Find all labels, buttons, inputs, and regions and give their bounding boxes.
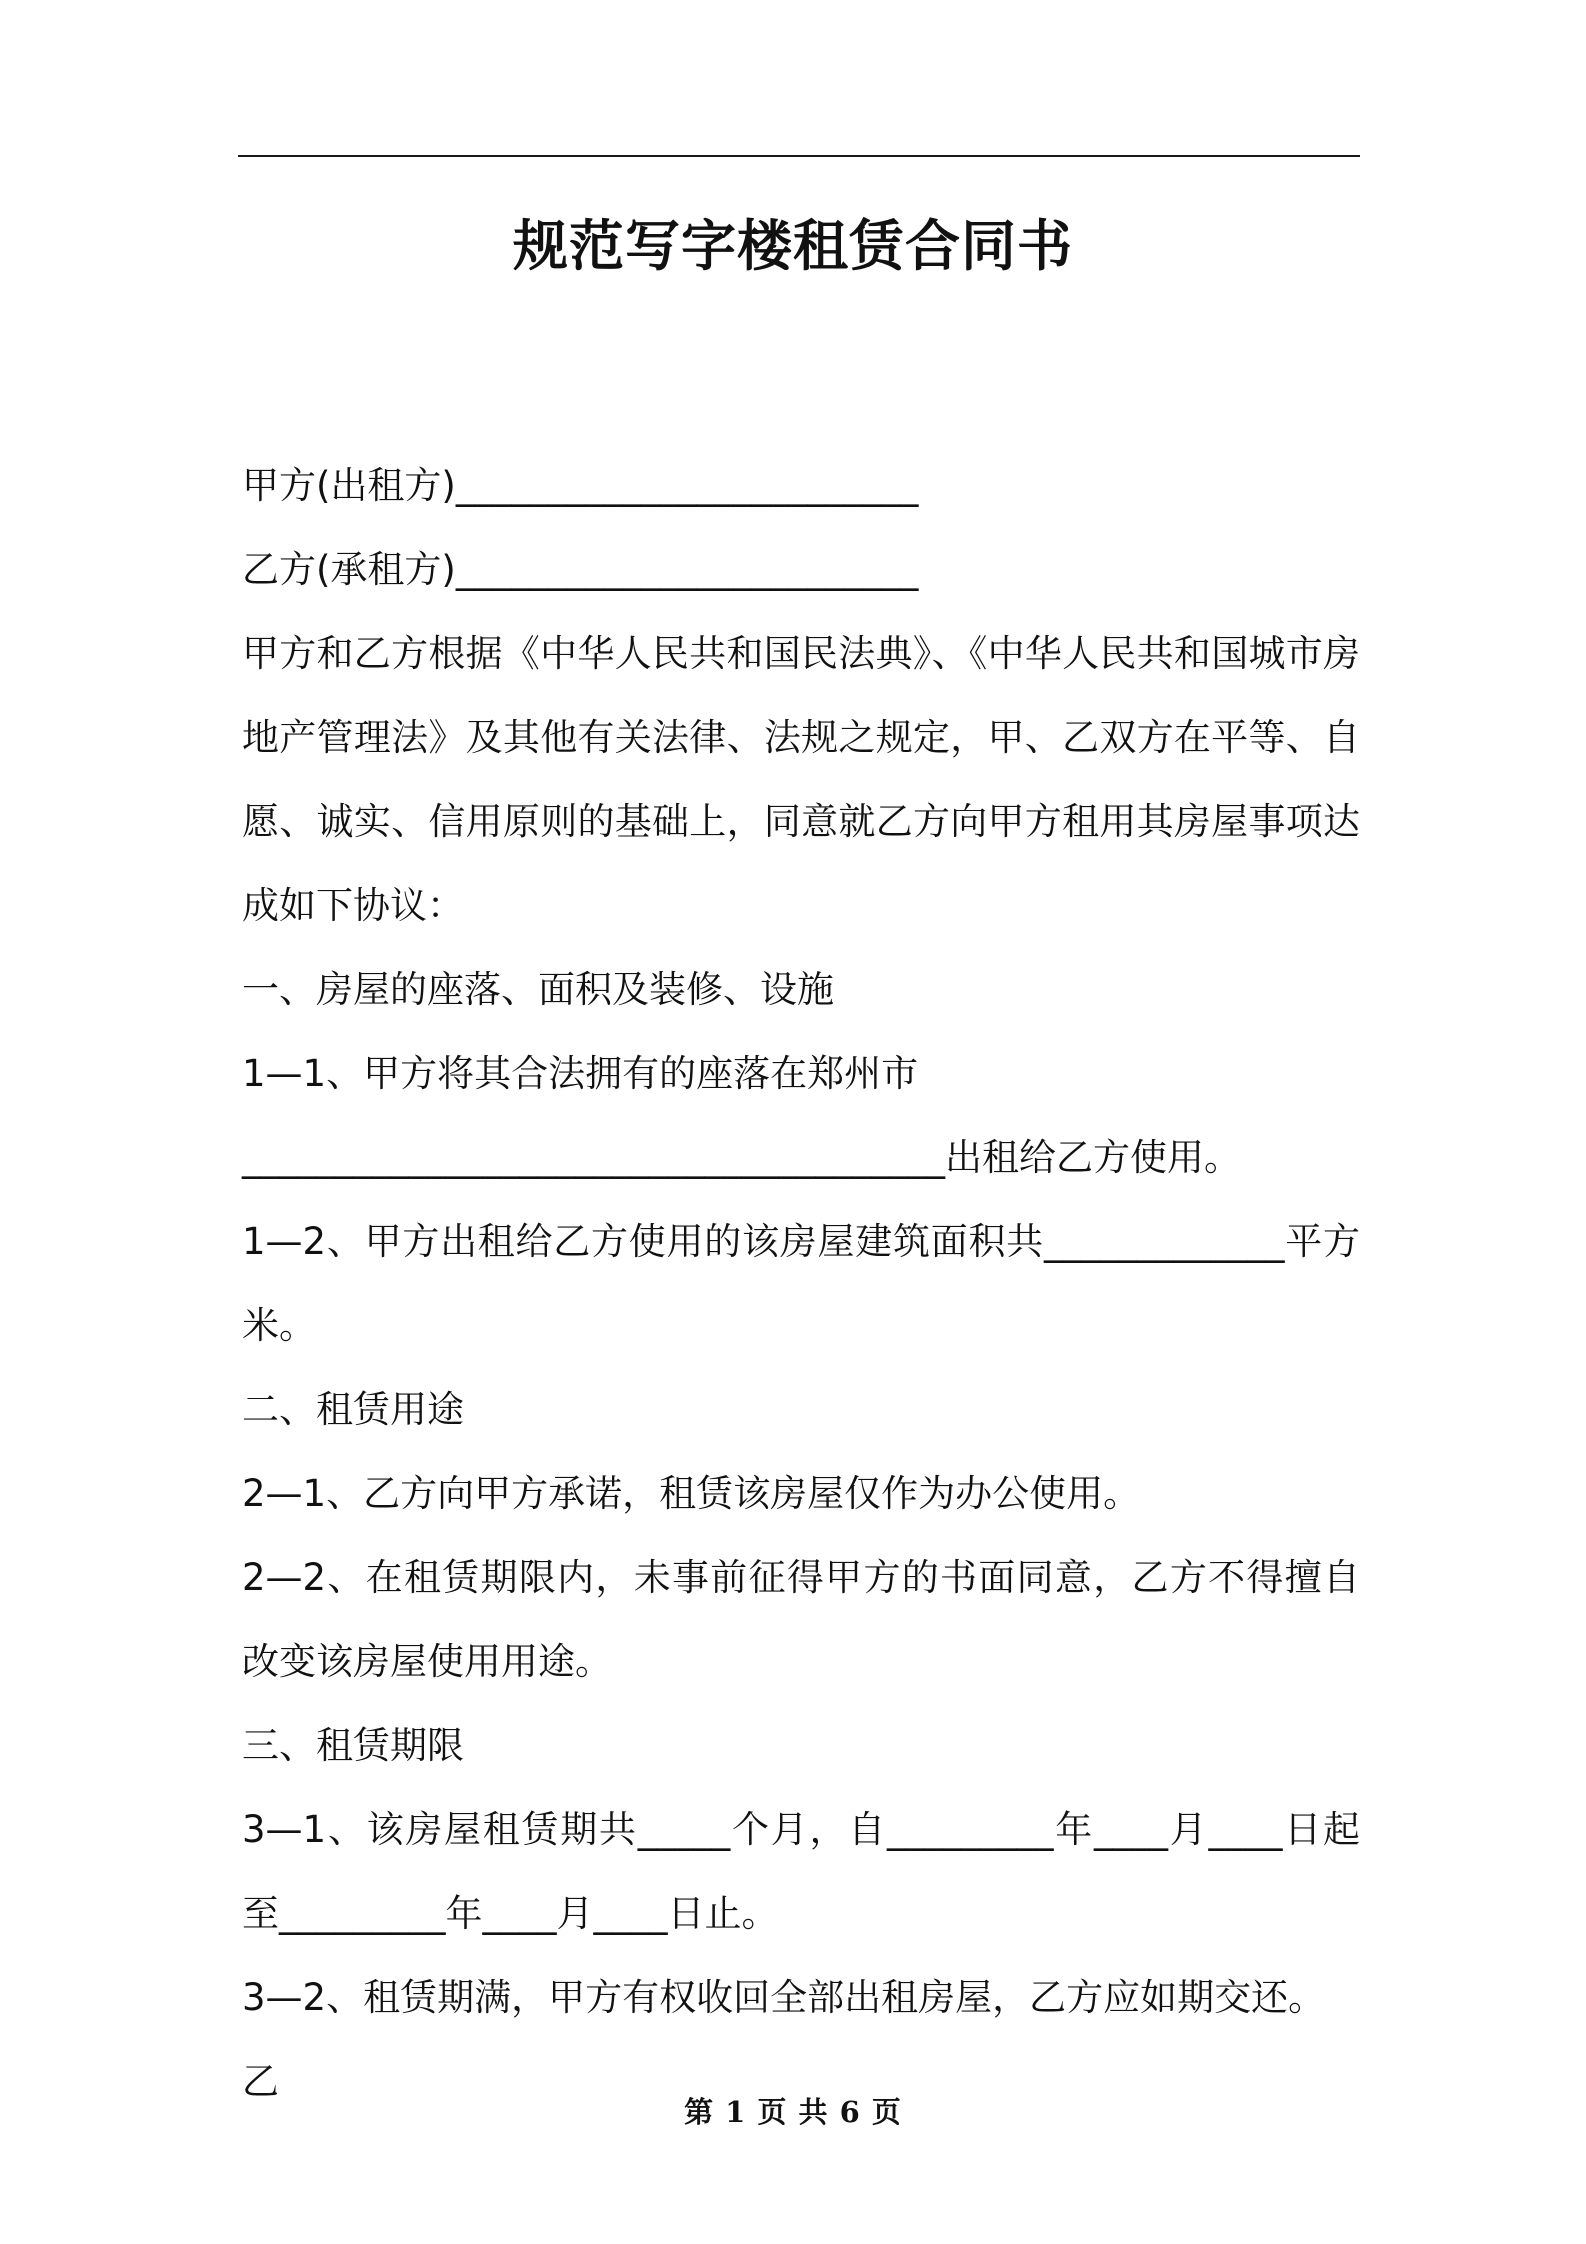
contract-body: [242, 444, 1360, 2124]
party-a-line: 甲方(出租方)_________________________: [242, 464, 919, 507]
page-number-footer: 第 1 页 共 6 页: [684, 2095, 902, 2129]
party-b-line: 乙方(承租方)_________________________: [242, 548, 919, 591]
document-title: 规范写字楼租赁合同书: [512, 214, 1073, 278]
section-3-heading: 三、租赁期限: [242, 1724, 464, 1767]
clause-3-1: 3—1、该房屋租赁期共_____个月，自_________年____月____日起至_________年____月____日止。: [242, 1808, 1360, 1935]
clause-1-2: 1—2、甲方出租给乙方使用的该房屋建筑面积共_____________平方米。: [242, 1220, 1360, 1347]
clause-1-1-line-2: ______________________________________出租给乙方使用。: [242, 1136, 1241, 1179]
clause-1-1-line-1: 1—1、甲方将其合法拥有的座落在郑州市: [242, 1052, 919, 1095]
clause-2-1: 2—1、乙方向甲方承诺，租赁该房屋仅作为办公使用。: [242, 1472, 1141, 1515]
clause-3-2: 3—2、租赁期满，甲方有权收回全部出租房屋，乙方应如期交还。乙: [242, 1976, 1326, 2103]
section-1-heading: 一、房屋的座落、面积及装修、设施: [242, 968, 834, 1011]
header-rule: [238, 155, 1360, 157]
section-2-heading: 二、租赁用途: [242, 1388, 464, 1431]
preamble-paragraph: 甲方和乙方根据《中华人民共和国民法典》、《中华人民共和国城市房地产管理法》及其他有关法律、法规之规定，甲、乙双方在平等、自愿、诚实、信用原则的基础上，同意就乙方向甲方租用其房屋事项达成如下协议：: [242, 632, 1360, 927]
clause-2-2: 2—2、在租赁期限内，未事前征得甲方的书面同意，乙方不得擅自改变该房屋使用用途。: [242, 1556, 1360, 1683]
